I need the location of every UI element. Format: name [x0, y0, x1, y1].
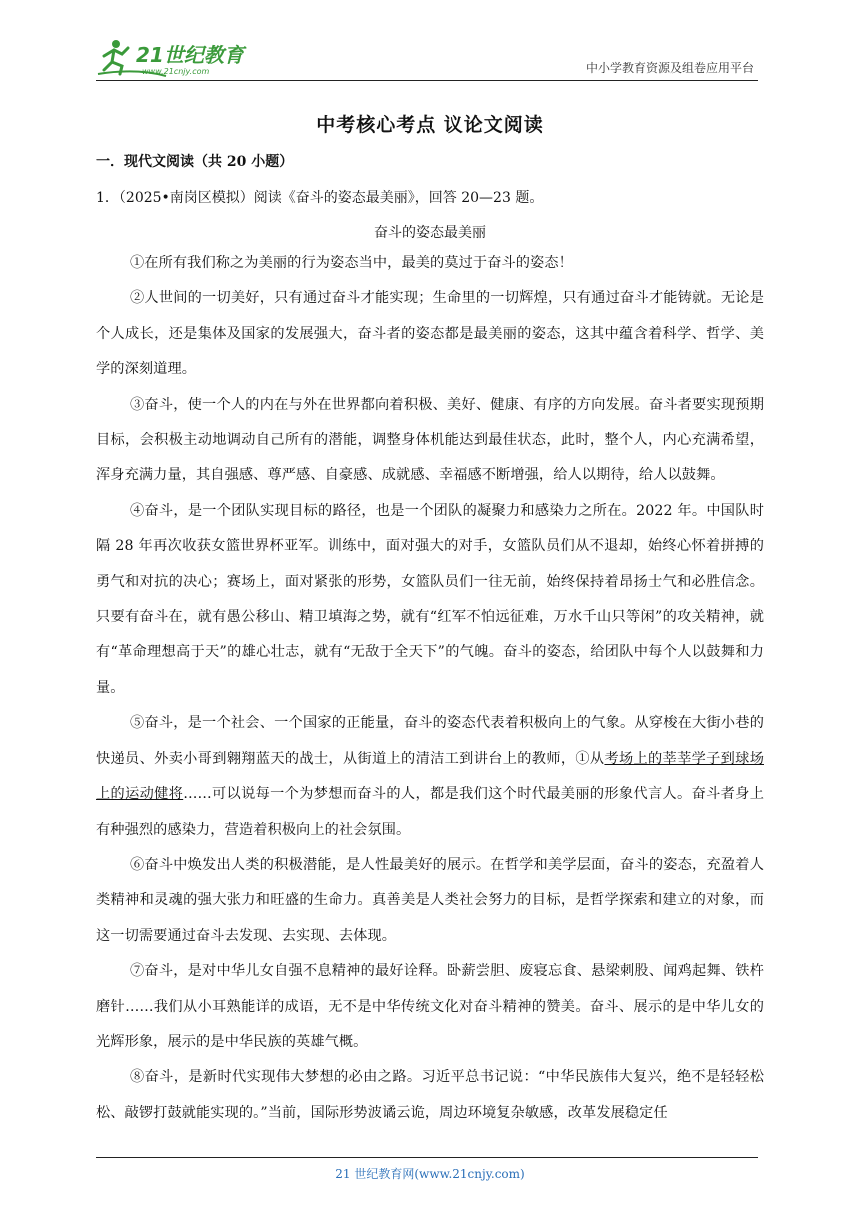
article-title: 奋斗的姿态最美丽: [374, 225, 486, 241]
paragraph-2: ②人世间的一切美好，只有通过奋斗才能实现；生命里的一切辉煌，只有通过奋斗才能铸就。无论是个人成长，还是集体及国家的发展强大，奋斗者的姿态都是最美丽的姿态，这其中蕴含着科学、哲学、美学的深刻道理。: [96, 290, 764, 378]
question-intro: 1．（2025•南岗区模拟）阅读《奋斗的姿态最美丽》，回答 20—23 题。: [96, 190, 544, 206]
document-title: 中考核心考点 议论文阅读: [316, 114, 544, 136]
paragraph-5-text-before: ⑤奋斗，是一个社会、一个国家的正能量，奋斗的姿态代表着积极向上的气象。从穿梭在大街小巷的快递员、外卖小哥到翱翔蓝天的战士，从街道上的清洁工到讲台上的教师，①从: [96, 715, 764, 767]
paragraph-5-text-after: ……可以说每一个为梦想而奋斗的人，都是我们这个时代最美丽的形象代言人。奋斗者身上有种强烈的感染力，营造着积极向上的社会氛围。: [96, 786, 764, 838]
svg-text:www.21cnjy.com: www.21cnjy.com: [142, 67, 210, 76]
footer-divider: [96, 1157, 758, 1158]
paragraph-4: ④奋斗，是一个团队实现目标的路径，也是一个团队的凝聚力和感染力之所在。2022 年。中国队时隔 28 年再次收获女篮世界杯亚军。训练中，面对强大的对手，女篮队员们从不退却，始终心怀着拼搏的勇气和对抗的决心；赛场上，面对紧张的形势，女篮队员们一往无前，始终保持着昂扬士气和必胜信念。只要有奋斗在，就有愚公移山、精卫填海之势，就有“红军不怕远征难，万水千山只等闲”的攻关精神，就有“革命理想高于天”的雄心壮志，就有“无敌于全天下”的气魄。奋斗的姿态，给团队中每个人以鼓舞和力量。: [96, 502, 764, 696]
paragraph-3: ③奋斗，使一个人的内在与外在世界都向着积极、美好、健康、有序的方向发展。奋斗者要实现预期目标，会积极主动地调动自己所有的潜能，调整身体机能达到最佳状态，此时，整个人，内心充满希望，浑身充满力量，其自强感、尊严感、自豪感、成就感、幸福感不断增强，给人以期待，给人以鼓舞。: [96, 396, 764, 484]
paragraph-5: [96, 706, 764, 848]
article-body: [96, 246, 764, 1131]
paragraph-1: ①在所有我们称之为美丽的行为姿态当中，最美的莫过于奋斗的姿态！: [130, 255, 573, 271]
paragraph-7: ⑦奋斗，是对中华儿女自强不息精神的最好诠释。卧薪尝胆、废寝忘食、悬梁刺股、闻鸡起舞、铁杵磨针……我们从小耳熟能详的成语，无不是中华传统文化对奋斗精神的赞美。奋斗、展示的是中华儿女的光辉形象，展示的是中华民族的英雄气概。: [96, 963, 764, 1050]
logo-21cnjy: [96, 36, 256, 80]
paragraph-6: ⑥奋斗中焕发出人类的积极潜能，是人性最美好的展示。在哲学和美学层面，奋斗的姿态，充盈着人类精神和灵魂的强大张力和旺盛的生命力。真善美是人类社会努力的目标，是哲学探索和建立的对象，而这一切需要通过奋斗去发现、去实现、去体现。: [96, 856, 764, 944]
footer-link[interactable]: 21 世纪教育网(www.21cnjy.com): [335, 1167, 525, 1181]
section-heading: 一．现代文阅读（共 20 小题）: [96, 154, 294, 170]
svg-text:21世纪教育: 21世纪教育: [136, 43, 244, 67]
underlined-phrase: 考场上的莘莘学子到球场上的运动健将: [96, 750, 764, 803]
page-header: [96, 36, 758, 81]
header-platform-label: 中小学教育资源及组卷应用平台: [585, 61, 754, 75]
paragraph-8: ⑧奋斗，是新时代实现伟大梦想的必由之路。习近平总书记说：“中华民族伟大复兴，绝不是轻轻松松、敲锣打鼓就能实现的。”当前，国际形势波谲云诡，周边环境复杂敏感，改革发展稳定任: [96, 1069, 764, 1121]
